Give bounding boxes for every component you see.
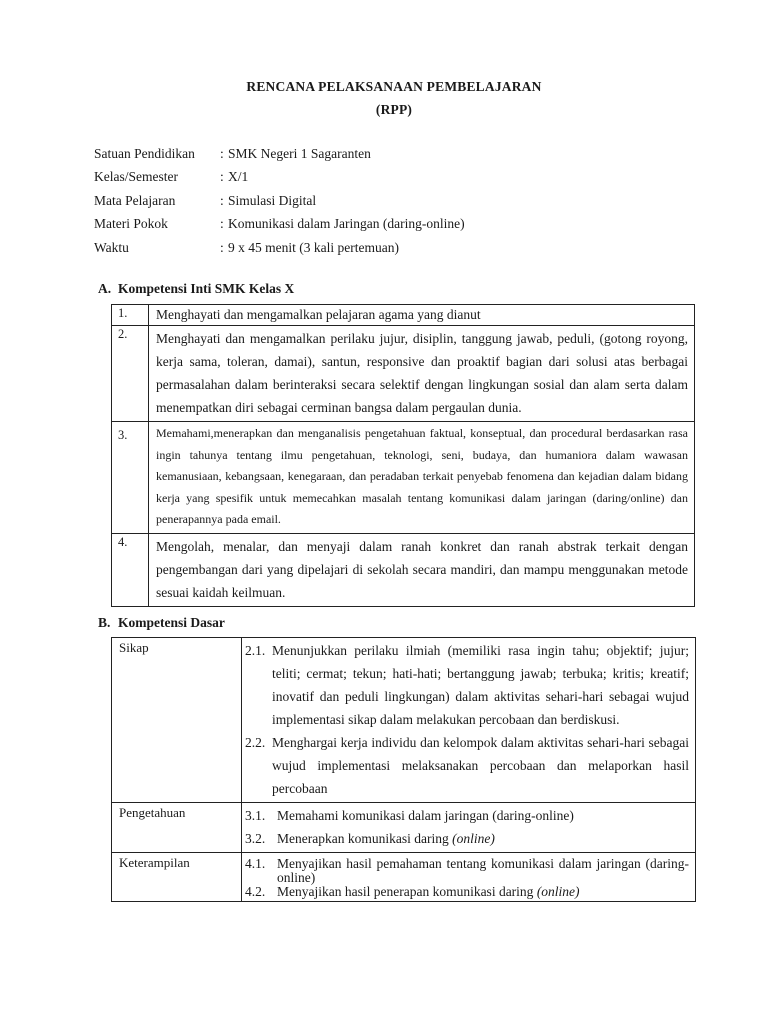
identity-colon: : bbox=[220, 146, 224, 161]
section-title: Kompetensi Dasar bbox=[118, 615, 225, 630]
section-heading-kompetensi-inti bbox=[98, 281, 294, 297]
table-row bbox=[112, 422, 695, 534]
kd-number: 3.2. bbox=[245, 831, 266, 846]
identity-row bbox=[94, 193, 465, 216]
kd-text-italic: (online) bbox=[536, 884, 580, 899]
table-row bbox=[112, 803, 696, 853]
identity-row bbox=[94, 240, 465, 263]
kd-text-italic: (online) bbox=[452, 831, 495, 846]
kd-text bbox=[277, 857, 689, 885]
identity-label: Materi Pokok bbox=[94, 216, 168, 232]
kd-number: 3.1. bbox=[245, 808, 266, 823]
row-number: 4. bbox=[112, 533, 149, 606]
identity-colon: : bbox=[220, 169, 224, 185]
identity-value: 9 x 45 menit (3 kali pertemuan) bbox=[228, 239, 399, 255]
kd-text-plain: Memahami komunikasi dalam jaringan (daring-online) bbox=[277, 808, 574, 823]
table-row bbox=[112, 853, 696, 902]
category-cell: Sikap bbox=[112, 638, 242, 803]
kd-cell bbox=[242, 803, 696, 853]
kd-item bbox=[245, 731, 689, 800]
identity-colon: : bbox=[220, 192, 224, 208]
section-heading-kompetensi-dasar bbox=[98, 615, 225, 631]
identity-label: Satuan Pendidikan bbox=[94, 146, 195, 161]
table-row bbox=[112, 305, 695, 326]
section-letter: B. bbox=[98, 615, 111, 630]
kd-number: 2.1. bbox=[245, 643, 266, 658]
identity-colon: : bbox=[220, 216, 224, 232]
row-number: 3. bbox=[112, 422, 149, 534]
row-text: Mengolah, menalar, dan menyaji dalam ranah konkret dan ranah abstrak terkait dengan pengembangan dari yang dipelajari di sekolah secara mandiri, dan mampu menggunakan metode sesuai kaidah keilmuan. bbox=[149, 533, 695, 606]
kd-item bbox=[245, 639, 689, 731]
kd-item bbox=[245, 827, 689, 850]
row-number: 2. bbox=[112, 326, 149, 422]
identity-label: Waktu bbox=[94, 239, 129, 255]
kd-number: 4.2. bbox=[245, 884, 266, 899]
kd-text-plain: Menerapkan komunikasi daring bbox=[277, 831, 453, 846]
section-title: Kompetensi Inti SMK Kelas X bbox=[118, 281, 295, 296]
kompetensi-dasar-table bbox=[111, 637, 696, 902]
identity-value: SMK Negeri 1 Sagaranten bbox=[228, 146, 371, 161]
section-letter: A. bbox=[98, 281, 112, 296]
row-text: Memahami,menerapkan dan menganalisis pengetahuan faktual, konseptual, dan procedural berdasarkan rasa ingin tahunya tentang ilmu pengetahuan, teknologi, seni, budaya, dan humaniora dalam wawasan kemanusiaan, kebangsaan, kenegaraan, dan peradaban terkait penyebab fenomena dan kejadian dalam bidang kerja yang spesifik untuk memecahkan masalah tentang komunikasi dalam jaringan (daring/online) dan penerapannya pada email. bbox=[149, 422, 695, 534]
identity-value: X/1 bbox=[228, 169, 249, 185]
kd-item bbox=[245, 885, 689, 899]
identity-value: Simulasi Digital bbox=[228, 192, 317, 208]
kd-cell bbox=[242, 853, 696, 902]
kd-item bbox=[245, 804, 689, 827]
row-number: 1. bbox=[112, 305, 149, 326]
kd-text bbox=[277, 827, 689, 850]
kd-cell bbox=[242, 638, 696, 803]
identity-block bbox=[94, 146, 465, 263]
kd-text bbox=[277, 885, 689, 899]
identity-row bbox=[94, 169, 465, 192]
category-cell: Pengetahuan bbox=[112, 803, 242, 853]
identity-colon: : bbox=[220, 239, 224, 255]
kd-number: 2.2. bbox=[245, 735, 266, 750]
kompetensi-inti-table bbox=[111, 304, 695, 607]
table-row bbox=[112, 638, 696, 803]
kd-number: 4.1. bbox=[245, 856, 266, 871]
kd-text: Menghargai kerja individu dan kelompok dalam aktivitas sehari-hari sebagai wujud implementasi melaksanakan percobaan dan melaporkan hasil percobaan bbox=[272, 735, 689, 796]
document-subtitle: (RPP) bbox=[375, 102, 413, 117]
table-row bbox=[112, 326, 695, 422]
table-row bbox=[112, 533, 695, 606]
identity-value: Komunikasi dalam Jaringan (daring-online) bbox=[228, 216, 465, 232]
kd-text-plain: Menyajikan hasil pemahaman tentang komunikasi dalam jaringan (daring-online) bbox=[277, 856, 689, 885]
identity-row bbox=[94, 146, 465, 169]
identity-label: Kelas/Semester bbox=[94, 169, 178, 185]
row-text: Menghayati dan mengamalkan pelajaran agama yang dianut bbox=[149, 305, 695, 326]
kd-text-plain: Menyajikan hasil penerapan komunikasi daring bbox=[277, 884, 537, 899]
kd-text bbox=[277, 804, 689, 827]
kd-text: Menunjukkan perilaku ilmiah (memiliki rasa ingin tahu; objektif; jujur; teliti; cermat; tekun; hati-hati; bertanggung jawab; terbuka; kritis; kreatif; inovatif dan peduli lingkungan) dalam aktivitas sehari-hari sebagai wujud implementasi sikap dalam melakukan percobaan dan berdiskusi. bbox=[272, 643, 689, 727]
identity-row bbox=[94, 216, 465, 239]
identity-label: Mata Pelajaran bbox=[94, 192, 176, 208]
document-title: RENCANA PELAKSANAAN PEMBELAJARAN bbox=[246, 79, 542, 94]
category-cell: Keterampilan bbox=[112, 853, 242, 902]
kd-item bbox=[245, 857, 689, 885]
row-text: Menghayati dan mengamalkan perilaku jujur, disiplin, tanggung jawab, peduli, (gotong royong, kerja sama, toleran, damai), santun, responsive dan proaktif bagian dari solusi atas berbagai permasalahan dalam berinteraksi secara selektif dengan lingkungan sosial dan alam serta dalam menempatkan diri sebagai cerminan bangsa dalam pergaulan dunia. bbox=[149, 326, 695, 422]
